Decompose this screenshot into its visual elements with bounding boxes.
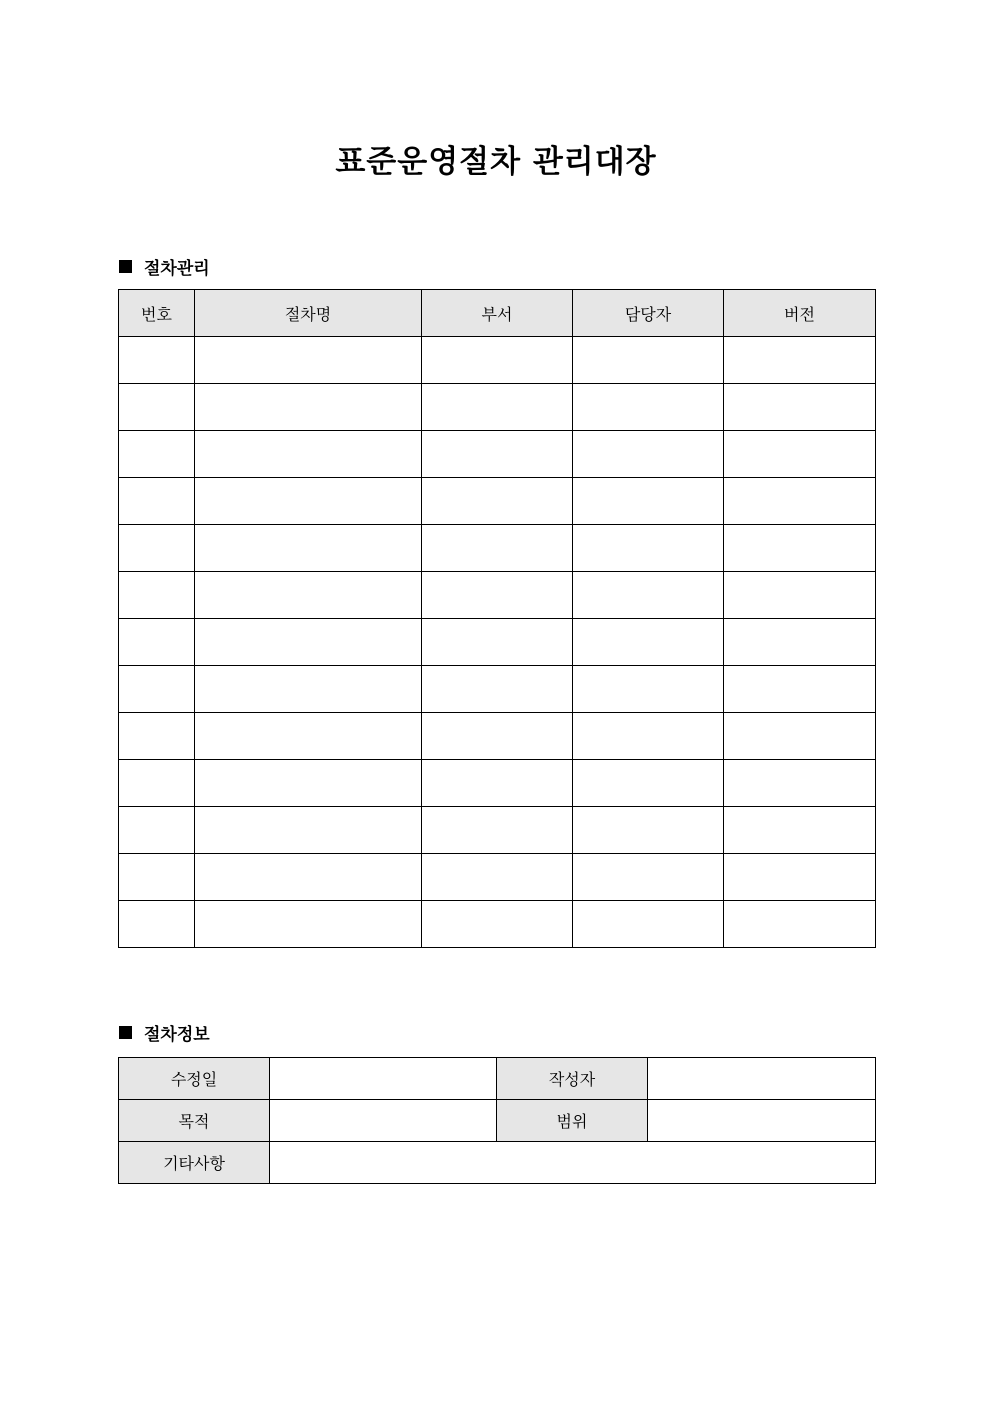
number-cell[interactable] — [119, 384, 195, 431]
version-cell[interactable] — [724, 760, 876, 807]
procedure-name-cell[interactable] — [195, 854, 422, 901]
manager-cell[interactable] — [573, 713, 724, 760]
table-row — [119, 666, 876, 713]
table-row — [119, 713, 876, 760]
department-cell[interactable] — [422, 854, 573, 901]
manager-cell[interactable] — [573, 854, 724, 901]
procedure-name-cell[interactable] — [195, 525, 422, 572]
table-row — [119, 478, 876, 525]
table-row — [119, 854, 876, 901]
version-cell[interactable] — [724, 431, 876, 478]
department-cell[interactable] — [422, 478, 573, 525]
number-cell[interactable] — [119, 713, 195, 760]
manager-cell[interactable] — [573, 901, 724, 948]
version-cell[interactable] — [724, 619, 876, 666]
version-cell[interactable] — [724, 525, 876, 572]
revision-date-label: 수정일 — [119, 1058, 270, 1100]
version-cell[interactable] — [724, 713, 876, 760]
manager-cell[interactable] — [573, 431, 724, 478]
purpose-label: 목적 — [119, 1100, 270, 1142]
department-cell[interactable] — [422, 666, 573, 713]
manager-cell[interactable] — [573, 572, 724, 619]
table-row — [119, 1142, 876, 1184]
table-row — [119, 760, 876, 807]
number-cell[interactable] — [119, 666, 195, 713]
department-cell[interactable] — [422, 901, 573, 948]
number-cell[interactable] — [119, 525, 195, 572]
manager-cell[interactable] — [573, 666, 724, 713]
number-cell[interactable] — [119, 760, 195, 807]
square-bullet-icon — [119, 1026, 132, 1039]
column-header-department: 부서 — [422, 290, 573, 337]
department-cell[interactable] — [422, 384, 573, 431]
department-cell[interactable] — [422, 619, 573, 666]
section-heading-label: 절차관리 — [144, 259, 210, 279]
document-title: 표준운영절차 관리대장 — [335, 144, 657, 180]
procedure-name-cell[interactable] — [195, 384, 422, 431]
version-cell[interactable] — [724, 666, 876, 713]
column-header-version: 버전 — [724, 290, 876, 337]
version-cell[interactable] — [724, 478, 876, 525]
column-header-number: 번호 — [119, 290, 195, 337]
manager-cell[interactable] — [573, 760, 724, 807]
procedure-name-cell[interactable] — [195, 478, 422, 525]
column-header-manager: 담당자 — [573, 290, 724, 337]
procedure-management-table — [118, 289, 876, 948]
table-row — [119, 619, 876, 666]
version-cell[interactable] — [724, 854, 876, 901]
table-row — [119, 1058, 876, 1100]
table-row — [119, 807, 876, 854]
procedure-name-cell[interactable] — [195, 760, 422, 807]
number-cell[interactable] — [119, 337, 195, 384]
table-row — [119, 901, 876, 948]
procedure-name-cell[interactable] — [195, 666, 422, 713]
procedure-name-cell[interactable] — [195, 713, 422, 760]
procedure-name-cell[interactable] — [195, 337, 422, 384]
version-cell[interactable] — [724, 807, 876, 854]
manager-cell[interactable] — [573, 619, 724, 666]
procedure-name-cell[interactable] — [195, 901, 422, 948]
scope-field[interactable] — [648, 1100, 876, 1142]
revision-date-field[interactable] — [270, 1058, 497, 1100]
manager-cell[interactable] — [573, 337, 724, 384]
manager-cell[interactable] — [573, 525, 724, 572]
procedure-name-cell[interactable] — [195, 619, 422, 666]
purpose-field[interactable] — [270, 1100, 497, 1142]
author-field[interactable] — [648, 1058, 876, 1100]
department-cell[interactable] — [422, 337, 573, 384]
manager-cell[interactable] — [573, 478, 724, 525]
department-cell[interactable] — [422, 807, 573, 854]
version-cell[interactable] — [724, 337, 876, 384]
department-cell[interactable] — [422, 572, 573, 619]
number-cell[interactable] — [119, 478, 195, 525]
author-label: 작성자 — [497, 1058, 648, 1100]
section-heading-label: 절차정보 — [144, 1025, 210, 1045]
department-cell[interactable] — [422, 713, 573, 760]
department-cell[interactable] — [422, 431, 573, 478]
number-cell[interactable] — [119, 431, 195, 478]
number-cell[interactable] — [119, 807, 195, 854]
department-cell[interactable] — [422, 525, 573, 572]
procedure-info-table — [118, 1057, 876, 1184]
number-cell[interactable] — [119, 572, 195, 619]
procedure-name-cell[interactable] — [195, 572, 422, 619]
table-row — [119, 384, 876, 431]
section-heading-procedure-management — [119, 254, 210, 279]
department-cell[interactable] — [422, 760, 573, 807]
notes-field[interactable] — [270, 1142, 876, 1184]
square-bullet-icon — [119, 260, 132, 273]
number-cell[interactable] — [119, 619, 195, 666]
column-header-procedure-name: 절차명 — [195, 290, 422, 337]
table-header-row — [119, 290, 876, 337]
table-row — [119, 572, 876, 619]
table-row — [119, 337, 876, 384]
notes-label: 기타사항 — [119, 1142, 270, 1184]
number-cell[interactable] — [119, 854, 195, 901]
scope-label: 범위 — [497, 1100, 648, 1142]
version-cell[interactable] — [724, 384, 876, 431]
version-cell[interactable] — [724, 901, 876, 948]
procedure-name-cell[interactable] — [195, 807, 422, 854]
table-row — [119, 431, 876, 478]
section-heading-procedure-info — [119, 1020, 210, 1045]
manager-cell[interactable] — [573, 384, 724, 431]
manager-cell[interactable] — [573, 807, 724, 854]
table-row — [119, 1100, 876, 1142]
version-cell[interactable] — [724, 572, 876, 619]
procedure-name-cell[interactable] — [195, 431, 422, 478]
number-cell[interactable] — [119, 901, 195, 948]
table-row — [119, 525, 876, 572]
